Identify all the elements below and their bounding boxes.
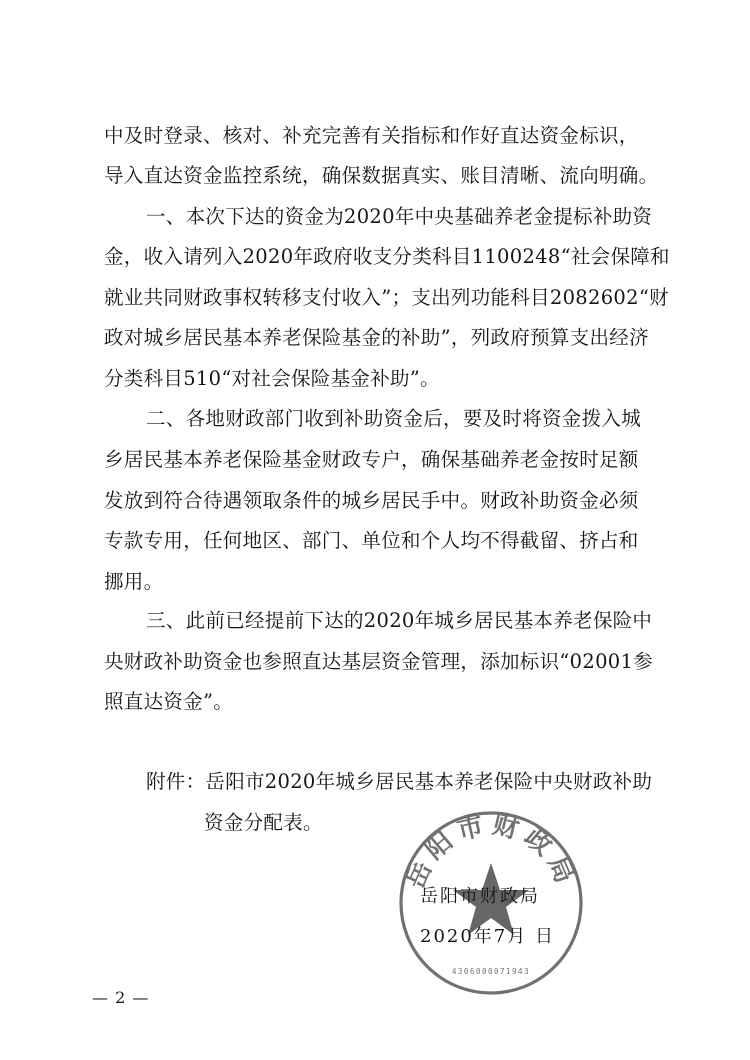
body-line: 政对城乡居民基本养老保险基金的补助”，列政府预算支出经济 — [104, 326, 649, 349]
body-line: 分类科目510“对社会保险基金补助”。 — [104, 367, 440, 390]
attachment-line: 附件：岳阳市2020年城乡居民基本养老保险中央财政补助 — [146, 770, 653, 793]
body-line: 挪用。 — [104, 570, 164, 593]
body-line: 专款专用，任何地区、部门、单位和个人均不得截留、挤占和 — [104, 529, 639, 552]
signature-org: 岳阳市财政局 — [420, 886, 540, 907]
signature-date: 2020年7月 日 — [420, 926, 555, 947]
svg-text:4306000071943: 4306000071943 — [451, 967, 531, 976]
svg-text:岳阳市财政局: 岳阳市财政局 — [400, 809, 582, 894]
body-line: 导入直达资金监控系统，确保数据真实、账目清晰、流向明确。 — [104, 164, 659, 187]
body-line: 央财政补助资金也参照直达基层资金管理，添加标识“02001参 — [104, 650, 654, 673]
body-line: 中及时登录、核对、补充完善有关指标和作好直达资金标识， — [104, 124, 639, 147]
body-line: 照直达资金”。 — [104, 690, 234, 713]
body-line: 三、此前已经提前下达的2020年城乡居民基本养老保险中 — [146, 609, 653, 632]
body-line: 一、本次下达的资金为2020年中央基础养老金提标补助资 — [146, 205, 653, 228]
body-line: 就业共同财政事权转移支付收入”；支出列功能科目2082602“财 — [104, 286, 669, 309]
attachment-line: 资金分配表。 — [204, 811, 323, 834]
body-line: 发放到符合待遇领取条件的城乡居民手中。财政补助资金必须 — [104, 489, 639, 512]
body-line: 金，收入请列入2020年政府收支分类科目1100248“社会保障和 — [104, 245, 670, 268]
page-number: — 2 — — [92, 988, 150, 1007]
body-line: 乡居民基本养老保险基金财政专户，确保基础养老金按时足额 — [104, 448, 639, 471]
body-line: 二、各地财政部门收到补助资金后，要及时将资金拨入城 — [146, 407, 642, 430]
